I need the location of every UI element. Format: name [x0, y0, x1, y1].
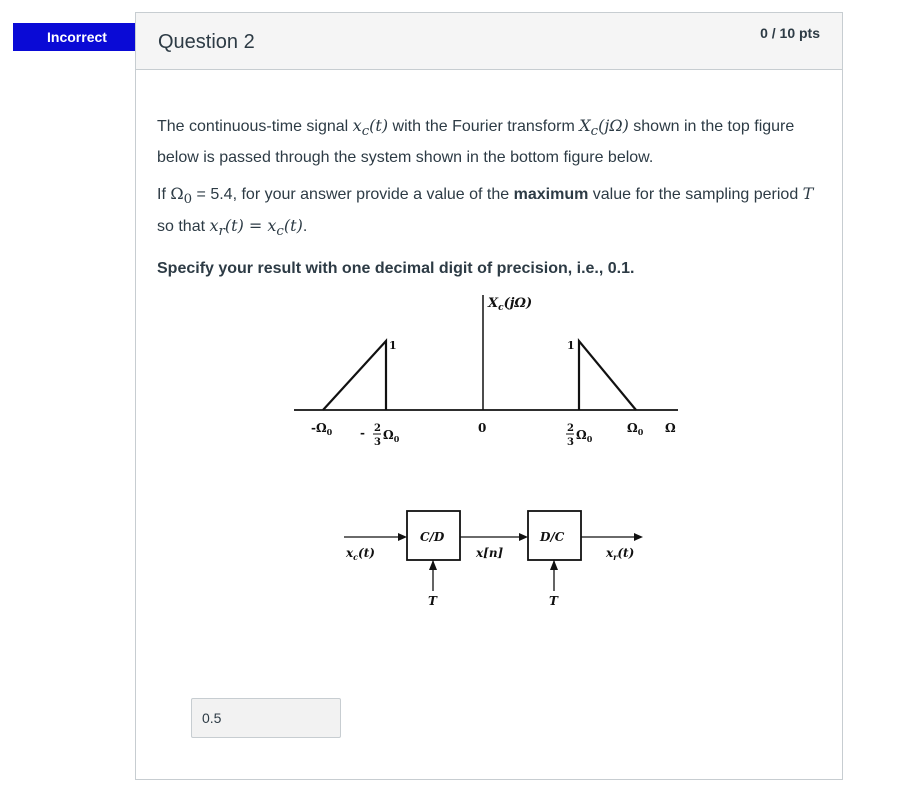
tick-two-thirds-omega0: [566, 423, 593, 448]
svg-text:2: 2: [567, 423, 574, 434]
left-triangle: [323, 341, 386, 410]
question-title: Question 2: [158, 31, 255, 53]
output-label: $x_r(t)$: [606, 546, 635, 562]
T1-label: T: [428, 594, 437, 608]
svg-text:3: 3: [374, 437, 381, 448]
question-paragraph-2: If $\Omega_0 = 5.4$, for your answer provide a value of the maximum value for the sampling period T so that $x_r(t) = x_c(t)$.: [157, 184, 814, 240]
question-text: [157, 113, 817, 292]
dc-label: D/C: [540, 530, 565, 544]
status-badge: [13, 23, 141, 51]
question-paragraph-3: Specify your result with one decimal digit of precision, i.e., 0.1.: [157, 259, 635, 277]
svg-text:2: 2: [374, 423, 381, 434]
input-label: $x_c(t)$: [346, 546, 375, 562]
peak-right-label: 1: [567, 339, 575, 352]
svg-text:Ω0: $\Omega_0$: [383, 428, 400, 444]
system-diagram: [344, 511, 643, 608]
tick-omega: Ω: [665, 421, 676, 435]
question-card: [135, 12, 843, 780]
tick-omega0: $\Omega_0$: [627, 421, 644, 437]
mid-label: x[n]: [476, 546, 504, 560]
question-paragraph-1: The continuous-time signal $x_c(t)$ with the Fourier transform $X_c(j\Omega)$ shown in the top figure below is passed through the system shown in the bottom figure below.: [157, 116, 795, 167]
T2-label: T: [549, 594, 558, 608]
question-header: [136, 13, 842, 70]
cd-label: C/D: [420, 530, 445, 544]
answer-field[interactable]: 0.5: [191, 698, 341, 738]
svg-text:3: 3: [567, 437, 574, 448]
tick-zero: 0: [478, 421, 487, 435]
question-figure: [286, 291, 706, 611]
question-points: 0 / 10 pts: [760, 25, 820, 41]
right-triangle: [579, 341, 636, 410]
peak-left-label: 1: [389, 339, 397, 352]
status-badge-label: Incorrect: [47, 29, 107, 45]
svg-text:Ω0: $\Omega_0$: [576, 428, 593, 444]
spectrum-label: $X_c(j\Omega)$: [488, 296, 533, 313]
spectrum-plot: [294, 295, 678, 448]
tick-neg-two-thirds-omega0: [360, 423, 400, 448]
svg-text:-: -: [360, 426, 365, 440]
tick-neg-omega0: $-\Omega_0$: [311, 421, 333, 437]
